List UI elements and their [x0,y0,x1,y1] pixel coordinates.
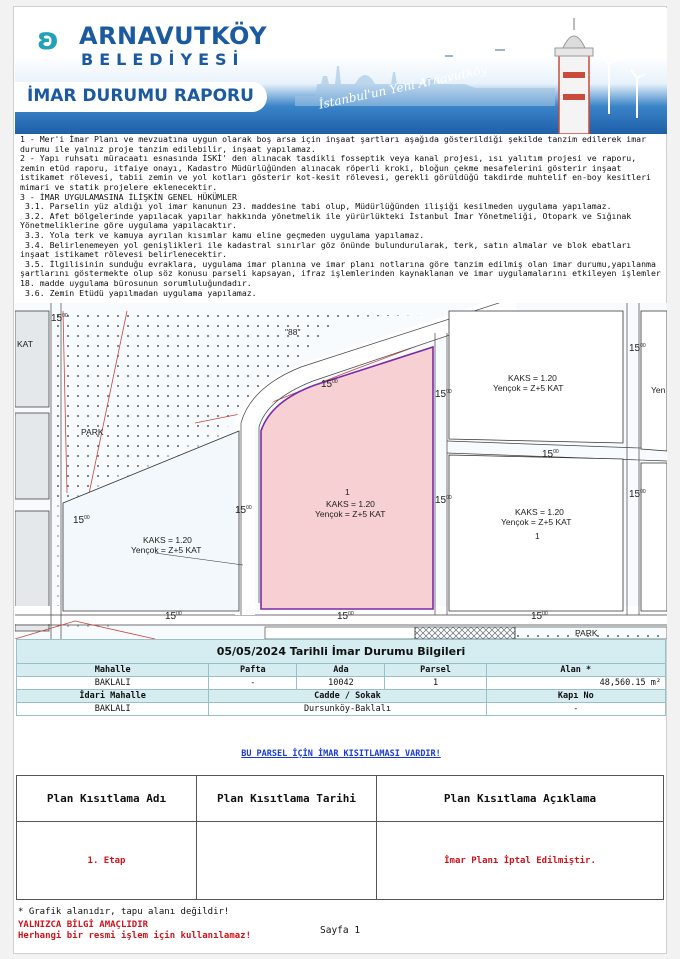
municipality-name: ARNAVUTKÖY [79,22,267,50]
road-width-superscript: 00 [62,313,68,319]
header-banner [15,8,667,134]
height-label: Yençok = Z+5 KAT [493,383,564,393]
road-width-superscript: 00 [84,515,90,521]
info-table-title: 05/05/2024 Tarihli İmar Durumu Bilgileri [17,640,666,664]
road-label: $15^{00}$ [435,389,452,400]
info-only-notice: YALNIZCA BİLGİ AMAÇLIDIR [18,920,149,930]
road-width-superscript: 00 [553,449,559,455]
road-label: $15^{00}$ [629,343,646,354]
header-mahalle: Mahalle [17,664,209,677]
header-kapi-no: Kapı No [486,690,665,703]
municipality-subtitle: BELEDİYESİ [81,50,245,69]
not-official-notice: Herhangi bir resmi işlem için kullanılamaz! [18,931,251,941]
header-restriction-date: Plan Kısıtlama Tarihi [197,776,377,822]
road-label: $15^{00}$ [51,313,68,324]
road-label: $15^{00}$ [629,489,646,500]
municipality-logo-icon: ʚ [37,22,59,57]
height-label: Yençok = Z+5 KAT [131,545,202,555]
parcel-number-label: 1 [345,487,350,497]
header-ada: Ada [297,664,385,677]
page-number: Sayfa 1 [320,925,361,936]
header-idari-mahalle: İdari Mahalle [17,690,209,703]
header-restriction-description: Plan Kısıtlama Açıklama [377,776,664,822]
misc-label: "88" [285,327,301,337]
slogan: İstanbul'un Yeni Arnavutköy [317,62,489,112]
zoning-info-table [16,639,666,716]
cell-mahalle: BAKLALI [17,677,209,690]
road-width-superscript: 00 [640,489,646,495]
report-page [13,6,667,954]
park-label: PARK [81,427,104,437]
road-label: $15^{00}$ [542,449,559,460]
road-label: $15^{00}$ [321,379,338,390]
road-width-superscript: 00 [446,495,452,501]
road-label: $15^{00}$ [531,611,548,622]
cell-kapi-no: - [486,703,665,716]
cell-idari-mahalle: BAKLALI [17,703,209,716]
cell-ada: 10042 [297,677,385,690]
cell-restriction-name: 1. Etap [17,822,197,900]
road-width-superscript: 00 [348,611,354,617]
road-label: $15^{00}$ [165,611,182,622]
road-label: $15^{00}$ [337,611,354,622]
road-width-superscript: 00 [332,379,338,385]
height-label: Yençok = Z+5 KAT [501,517,572,527]
cell-pafta: - [209,677,297,690]
header-restriction-name: Plan Kısıtlama Adı [17,776,197,822]
general-provisions-text: 1 - Mer'i İmar Planı ve mevzuatına uygun olarak boş arsa için inşaat şartları aşağıda gösterildiği şekilde tanzim edilerek imar durumu ile yalnız proje tanzim edilebilir, inşaat yapılamaz. 2 - Yapı ruhsatı müracaatı esnasında İSKİ' den alınacak tasdikli fosseptik veya kanal projesi, ısı yalıtım projesi ve raporu, zemin etüd raporu, itfaiye onayı, Kadastro Müdürlüğünden alınacak röperli kroki, bloğun çekme mesafelerini gösterir inşaat istikamet rölevesi, tabii zemin ve yol kotları gösterir kot-kesit rölevesi, gerekli görüldüğü takdirde muhtelif en-boy kesitleri mimari ve statik projelere eklenecektir. 3 - İMAR UYGULAMASINA İLİŞKİN GENEL HÜKÜMLER 3.1. Parselin yüz aldığı yol imar kanunun 23. maddesine tabi olup, Müdürlüğünden ilişiği kesilmeden uygulama yapılamaz. 3.2. Afet bölgelerinde yapılacak yapılar hakkında yönetmelik ile yürürlükteki İstanbul İmar Yönetmeliği, Otopark ve Sığınak Yönetmeliklerine göre uygulama yapılacaktır. 3.3. Yola terk ve kamuya ayrılan kısımlar kamu eline geçmeden uygulama yapılamaz. 3.4. Belirlenemeyen yol genişlikleri ile kadastral sınırlar göz önünde bulundurularak, terk, satın almalar ve blok ebatları inşaat istikamet rölevesi belirlenecektir. 3.5. İlgilisinin sunduğu evraklara, uygulama imar planına ve imar planı notlarına göre tanzim edilmiş olan imar durumu,yapılanma şartlarını göstermekte olup söz konusu parseli kapsayan, ifraz işlemlerinden kaynaklanan ve imar uygulamalarını etkileyen işlemler 18. madde uygulama bürosunun sorumluluğundadır. 3.6. Zemin Etüdü yapılmadan uygulama yapılamaz. [20,134,661,298]
kat-label: KAT [17,339,33,349]
cell-cadde-sokak: Dursunköy-Baklalı [209,703,486,716]
yen-label: Yen [651,385,666,395]
header-alan: Alan * [486,664,665,677]
road-width-superscript: 00 [446,389,452,395]
kaks-label: KAKS = 1.20 [515,507,564,517]
road-width-superscript: 00 [542,611,548,617]
header-cadde-sokak: Cadde / Sokak [209,690,486,703]
cell-alan: 48,560.15 m² [486,677,665,690]
zoning-map [15,303,667,639]
park-label: PARK [575,628,598,638]
report-title: İMAR DURUMU RAPORU [15,82,267,112]
cell-restriction-date [197,822,377,900]
cell-parsel: 1 [385,677,486,690]
road-width-superscript: 00 [640,343,646,349]
parcel-number-label: 1 [535,531,540,541]
kaks-label: KAKS = 1.20 [143,535,192,545]
header-parsel: Parsel [385,664,486,677]
tower-illustration [545,14,655,134]
road-label: $15^{00}$ [235,505,252,516]
road-label: $15^{00}$ [73,515,90,526]
kaks-label: KAKS = 1.20 [508,373,557,383]
road-label: $15^{00}$ [435,495,452,506]
road-width-superscript: 00 [176,611,182,617]
restriction-warning: BU PARSEL İÇİN İMAR KISITLAMASI VARDIR! [241,749,441,759]
plan-restrictions-table [16,775,664,900]
header-pafta: Pafta [209,664,297,677]
graphic-area-note: * Grafik alanıdır, tapu alanı değildir! [18,907,230,917]
cell-restriction-description: İmar Planı İptal Edilmiştir. [377,822,664,900]
kaks-label: KAKS = 1.20 [326,499,375,509]
height-label: Yençok = Z+5 KAT [315,509,386,519]
road-width-superscript: 00 [246,505,252,511]
